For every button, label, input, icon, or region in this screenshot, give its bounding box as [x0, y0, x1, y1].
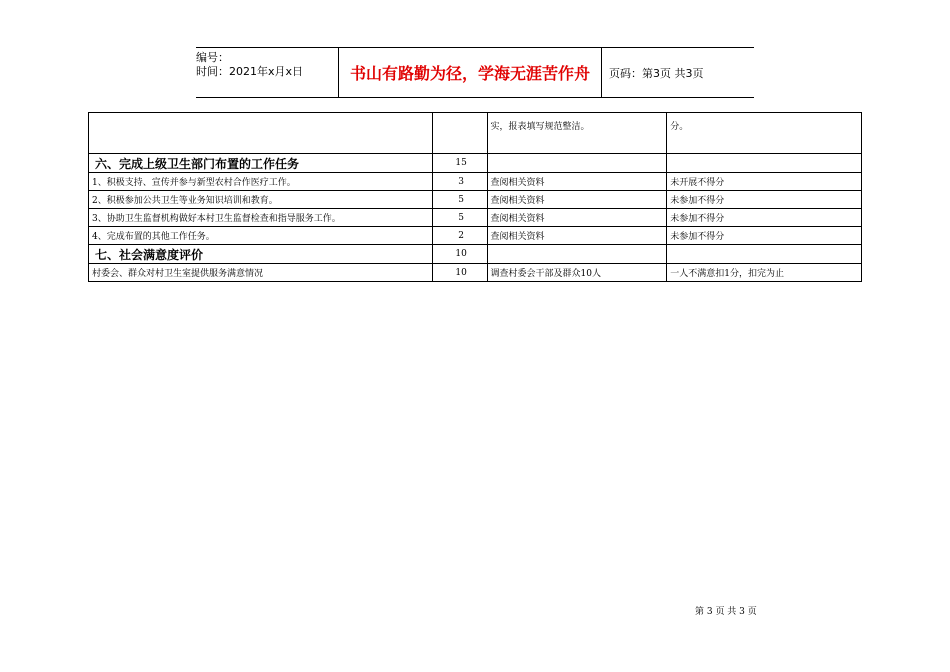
- cell-item: 2、积极参加公共卫生等业务知识培训和教育。: [89, 191, 433, 209]
- continuation-row: [89, 113, 862, 154]
- cell-score: 3: [432, 173, 487, 191]
- header-meta: [196, 48, 339, 97]
- cell-item: 村委会、群众对村卫生室提供服务满意情况: [89, 264, 433, 282]
- time-label: 时间：2021年x月x日: [196, 65, 304, 78]
- cell-item: 4、完成布置的其他工作任务。: [89, 227, 433, 245]
- cell-item: 1、积极支持、宣传并参与新型农村合作医疗工作。: [89, 173, 433, 191]
- cell-deduction: 未参加不得分: [667, 209, 862, 227]
- cell-method: 查阅相关资料: [487, 173, 667, 191]
- header-slogan: 书山有路勤为径，学海无涯苦作舟: [339, 48, 602, 97]
- evaluation-table: [88, 112, 862, 282]
- cell-score: 5: [432, 191, 487, 209]
- cell-method: [487, 154, 667, 173]
- cell-score: 2: [432, 227, 487, 245]
- cell-score: 10: [432, 245, 487, 264]
- cell-deduction: [667, 154, 862, 173]
- cell-deduction: 一人不满意扣1分，扣完为止: [667, 264, 862, 282]
- cell-score: 10: [432, 264, 487, 282]
- section-row: [89, 154, 862, 173]
- cell-method: 调查村委会干部及群众10人: [487, 264, 667, 282]
- header-page-label: 页码：第3页 共3页: [609, 66, 704, 80]
- cell-deduction: [667, 245, 862, 264]
- cell-score: 5: [432, 209, 487, 227]
- table-row: [89, 227, 862, 245]
- cell-method: 查阅相关资料: [487, 209, 667, 227]
- table-row: [89, 173, 862, 191]
- cell-item: 3、协助卫生监督机构做好本村卫生监督检查和指导服务工作。: [89, 209, 433, 227]
- table-row: [89, 264, 862, 282]
- cell-score: 15: [432, 154, 487, 173]
- cell-method: [487, 245, 667, 264]
- number-label: 编号：: [196, 51, 229, 64]
- table-row: [89, 209, 862, 227]
- section-title: 七、社会满意度评价: [89, 245, 433, 264]
- cell-score: [432, 113, 487, 154]
- cell-deduction: 未参加不得分: [667, 191, 862, 209]
- cell-method: 查阅相关资料: [487, 191, 667, 209]
- page-footer: 第 3 页 共 3 页: [695, 607, 757, 617]
- cell-item: [89, 113, 433, 154]
- cell-deduction: 未开展不得分: [667, 173, 862, 191]
- table-row: [89, 191, 862, 209]
- section-title: 六、完成上级卫生部门布置的工作任务: [89, 154, 433, 173]
- section-row: [89, 245, 862, 264]
- cell-method: 查阅相关资料: [487, 227, 667, 245]
- cell-method: 实，报表填写规范整洁。: [487, 113, 667, 154]
- cell-deduction: 未参加不得分: [667, 227, 862, 245]
- page-header: [196, 47, 754, 98]
- cell-deduction: 分。: [667, 113, 862, 154]
